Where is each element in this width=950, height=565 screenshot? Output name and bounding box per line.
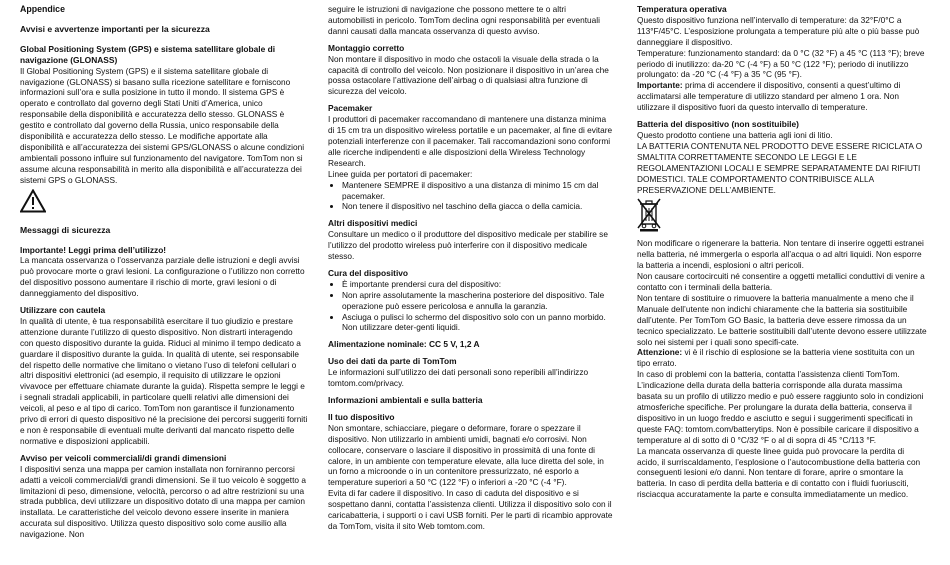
list-item: • Asciuga o pulisci lo schermo del dispositivo solo con un panno morbido. Non utilizzare deter-genti liquidi. xyxy=(342,312,614,334)
power-rating: Alimentazione nominale: CC 5 V, 1,2 A xyxy=(328,339,480,350)
battery-support: In caso di problemi con la batteria, contatta l’assistenza clienti TomTom. xyxy=(637,369,900,380)
commercial-heading: Avviso per veicoli commerciali/di grandi dimensioni xyxy=(20,452,227,463)
pacemaker-heading: Pacemaker xyxy=(328,103,373,114)
gps-heading: Global Positioning System (GPS) e sistema satellitare globale di navigazione (GLONASS) xyxy=(20,43,276,65)
medical-paragraph: Consultare un medico o il produttore del dispositivo medicale per stabilire se l’utilizzo del prodotto wireless può interferire con il dispositivo medicale stesso. xyxy=(328,229,608,262)
safety-messages-heading: Messaggi di sicurezza xyxy=(20,224,111,235)
data-use-heading: Uso dei dati da parte di TomTom xyxy=(328,356,457,367)
column-right xyxy=(637,4,927,500)
drop-paragraph: Evita di far cadere il dispositivo. In caso di caduta del dispositivo e si sospettano danni, contatta l’assistenza clienti. Utilizza il dispositivo solo con il caricabatteria, i supporti o i cavi USB forniti. Per le parti di ricambio approvate da TomTom, visita il sito Web tomtom.com. xyxy=(328,488,613,531)
commercial-paragraph: I dispositivi senza una mappa per camion installata non forniranno percorsi adatti a veicoli commerciali/di grandi dimensioni. Se il tuo veicolo è soggetto a limitazioni di peso, dimensione, velocità, percorso o ad altre restrizioni su una strada pubblica, devi utilizzare un dispositivo dotato di una mappa per camion installata. Le caratteristiche del veicolo devono essere inserite in maniera accurata sul dispositivo. Utilizza questo dispositivo solo come ausilio alla navigazione. Non xyxy=(20,463,306,540)
safety-heading: Avvisi e avvertenze importanti per la sicurezza xyxy=(20,23,210,34)
list-item: • Non tenere il dispositivo nel taschino della giacca o della camicia. xyxy=(342,201,614,212)
list-item: • È importante prendersi cura del dispositivo: xyxy=(342,279,614,290)
battery-disposal: LA BATTERIA CONTENUTA NEL PRODOTTO DEVE ESSERE RICICLATA O SMALTITA CORRETTAMENTE SECONDO LE LEGGI E LE REGOLAMENTAZIONI LOCALI E SEMPRE SEPARATAMENTE DAI RIFIUTI DOMESTICI. TALE COMPORTAMENTO CONTRIBUISCE ALLA PRESERVAZIONE DELL’AMBIENTE. xyxy=(637,140,923,195)
gps-paragraph: Il Global Positioning System (GPS) e il sistema satellitare globale di navigazione (GLONASS) si basano sulla ricezione satellitare e forniscono informazioni sull’ora e sulla posizione in tutto il mondo. Il sistema GPS è operato e controllato dal governo degli Stati Uniti d’America, unico responsabile della disponibilità e accuratezza dello stesso. GLONASS è gestito e controllato dal governo della Russia, unico responsabile della disponibilità e accuratezza dello stesso. Le modifiche apportate alla disponibilità e all’accuratezza dei sistemi GPS/GLONASS o alcune condizioni ambientali possono influire sul funzionamento del navigatore. TomTom non si assume alcuna responsabilità in merito alla disponibilità e all’accuratezza dei sistemi GPS o GLONASS. xyxy=(20,65,305,185)
important-label: Importante: xyxy=(637,80,683,91)
battery-replace: Non tentare di sostituire o rimuovere la batteria manualmente a meno che il Manuale dell’utente non indichi chiaramente che la batteria sia sostituibile dall’utente. Per TomTom GO Basic, la batteria deve essere rimossa da un tecnico specializzato. Le batterie sostituibili dall’utente devono essere utilizzate solo nei sistemi per i quali sono specifi-cate. xyxy=(637,292,927,347)
pacemaker-guidelines: Linee guida per portatori di pacemaker: xyxy=(328,168,473,179)
warning-label: Attenzione: xyxy=(637,347,683,358)
crossed-bin-icon xyxy=(637,198,661,232)
pacemaker-list xyxy=(328,180,614,213)
important-heading: Importante! Leggi prima dell’utilizzo! xyxy=(20,244,167,255)
careful-heading: Utilizzare con cautela xyxy=(20,305,106,316)
mount-heading: Montaggio corretto xyxy=(328,42,405,53)
temperature-important xyxy=(637,80,927,113)
battery-risks: La mancata osservanza di queste linee guida può provocare la perdita di acido, il surriscaldamento, l’esplosione o l’autocombustione della batteria con conseguenti lesioni e/o danni. Non tentare di forare, aprire o smontare la batteria. In caso di perdita della batteria e di contatto con i fluidi fuoriusciti, risciacqua accuratamente la parte e consulta immediatamente un medico. xyxy=(637,445,921,500)
data-use-paragraph: Le informazioni sull’utilizzo dei dati personali sono reperibili all’indirizzo tomtom.com/privacy. xyxy=(328,367,589,389)
appendix-heading: Appendice xyxy=(20,4,65,14)
care-heading: Cura del dispositivo xyxy=(328,267,409,278)
pacemaker-paragraph: I produttori di pacemaker raccomandano di mantenere una distanza minima di 15 cm tra un dispositivo wireless portatile e un pacemaker, al fine di evitare potenziali interferenze con il pacemaker. Tali raccomandazioni sono conformi alle ricerche indipendenti e alle disposizioni della Wireless Technology Research. xyxy=(328,114,613,168)
warning-triangle-icon xyxy=(20,189,46,213)
battery-heading: Batteria del dispositivo (non sostituibile) xyxy=(637,119,799,130)
battery-short-circuit: Non causare cortocircuiti né consentire a oggetti metallici conduttivi di venire a contatto con i terminali della batteria. xyxy=(637,271,925,293)
care-list xyxy=(328,279,614,334)
list-item: • Mantenere SEMPRE il dispositivo a una distanza di minimo 15 cm dal pacemaker. xyxy=(342,180,614,202)
temperature-heading: Temperatura operativa xyxy=(637,4,727,14)
medical-heading: Altri dispositivi medici xyxy=(328,218,418,229)
battery-lithium: Questo prodotto contiene una batteria agli ioni di litio. xyxy=(637,129,833,140)
device-paragraph: Non smontare, schiacciare, piegare o deformare, forare o spezzare il dispositivo. Non utilizzarlo in ambienti umidi, bagnati e/o corrosivi. Non collocare, conservare o lasciare il dispositivo in prossimità di una fonte di calore, in un ambiente con temperature elevate, alla luce diretta del sole, in un forno a microonde o in un contenitore pressurizzato, né esporlo a temperature superiori a 50 °C (122 °F) o inferiori a -20 °C (-4 °F). xyxy=(328,422,604,488)
important-paragraph: La mancata osservanza o l’osservanza parziale delle istruzioni e degli avvisi può provocare morte o gravi lesioni. La configurazione o l’utilizzo non corretto del dispositivo possono aumentare il rischio di morte, gravi lesioni o di danneggiamento del dispositivo. xyxy=(20,255,305,299)
mount-paragraph: Non montare il dispositivo in modo che ostacoli la visuale della strada o la capacità di controllo del veicolo. Non posizionare il dispositivo in un’area che possa ostacolare l’attivazione dell’airbag o di qualsiasi altra funzione di sicurezza del veicolo. xyxy=(328,53,609,97)
battery-life: L’indicazione della durata della batteria corrisponde alla durata massima basata su un profilo di utilizzo medio e può essere raggiunto solo in condizioni atmosferiche specifiche. Per prolungare la durata della batteria, conserva il dispositivo in un luogo freddo e asciutto e segui i suggerimenti specificati in queste FAQ: tomtom.com/batterytips. Non è possibile caricare il dispositivo a temperature al di sotto di 0 °C/32 °F o al di sopra di 45 °C/113 °F. xyxy=(637,380,924,445)
device-heading: Il tuo dispositivo xyxy=(328,411,395,422)
battery-warning xyxy=(637,347,927,369)
warning-text: vi è il rischio di esplosione se la batteria viene sostituita con un tipo errato. xyxy=(637,347,915,369)
column-left xyxy=(20,4,308,540)
battery-modify: Non modificare o rigenerare la batteria. Non tentare di inserire oggetti estranei nella batteria, né immergerla o esporla all’acqua o ad altri liquidi. Non esporre la batteria a incendi, esplosioni o altri pericoli. xyxy=(637,238,924,271)
temperature-ranges: Temperature: funzionamento standard: da 0 °C (32 °F) a 45 °C (113 °F); breve periodo di inutilizzo: da-20 °C (-4 °F) a 50 °C (122 °F); periodo di inutilizzo prolungato: da -20 °C (-4 °F) a 35 °C (95 °F). xyxy=(637,47,925,80)
list-item: • Non aprire assolutamente la mascherina posteriore del dispositivo. Tale operazione può essere pericolosa e annulla la garanzia. xyxy=(342,290,614,312)
commercial-continued: seguire le istruzioni di navigazione che possono mettere te o altri automobilisti in pericolo. TomTom declina ogni responsabilità per eventuali danni causati dalla mancata osservanza di questo avviso. xyxy=(328,4,600,36)
temperature-paragraph: Questo dispositivo funziona nell’intervallo di temperature: da 32°F/0°C a 113°F/45°C. L’esposizione prolungata a temperature più alte o più basse può danneggiare il dispositivo. xyxy=(637,14,920,47)
column-middle xyxy=(328,4,614,532)
careful-paragraph: In qualità di utente, è tua responsabilità esercitare il tuo giudizio e prestare attenzione durante l’utilizzo di questo dispositivo. Non distrarti interagendo con questo dispositivo durante la guida. Riduci al minimo il tempo dedicato a guardare il dispositivo durante la guida. In qualità di utente, sei responsabile del rispetto delle normative che limitano o vietano l’uso di telefoni cellulari o altri dispositivi elettronici (ad esempio, il requisito di utilizzare le opzioni vivavoce per effettuare chiamate durante la guida). Rispetta sempre le leggi e i segnali stradali applicabili, in particolare quelli relativi alle dimensioni dei veicoli, al peso e al tipo di carico. TomTom non garantisce il funzionamento privo di errori di questo dispositivo né la precisione dei percorsi suggeriti forniti e non è responsabile di eventuali multe derivanti dal mancato rispetto delle normative e disposizioni applicabili. xyxy=(20,315,308,446)
environment-heading: Informazioni ambientali e sulla batteria xyxy=(328,395,483,405)
important-text: prima di accendere il dispositivo, consenti a quest’ultimo di acclimatarsi alle temperature di utilizzo standard per almeno 1 ora. Non utilizzare il dispositivo fuori da questo intervallo di temperature. xyxy=(637,80,901,113)
